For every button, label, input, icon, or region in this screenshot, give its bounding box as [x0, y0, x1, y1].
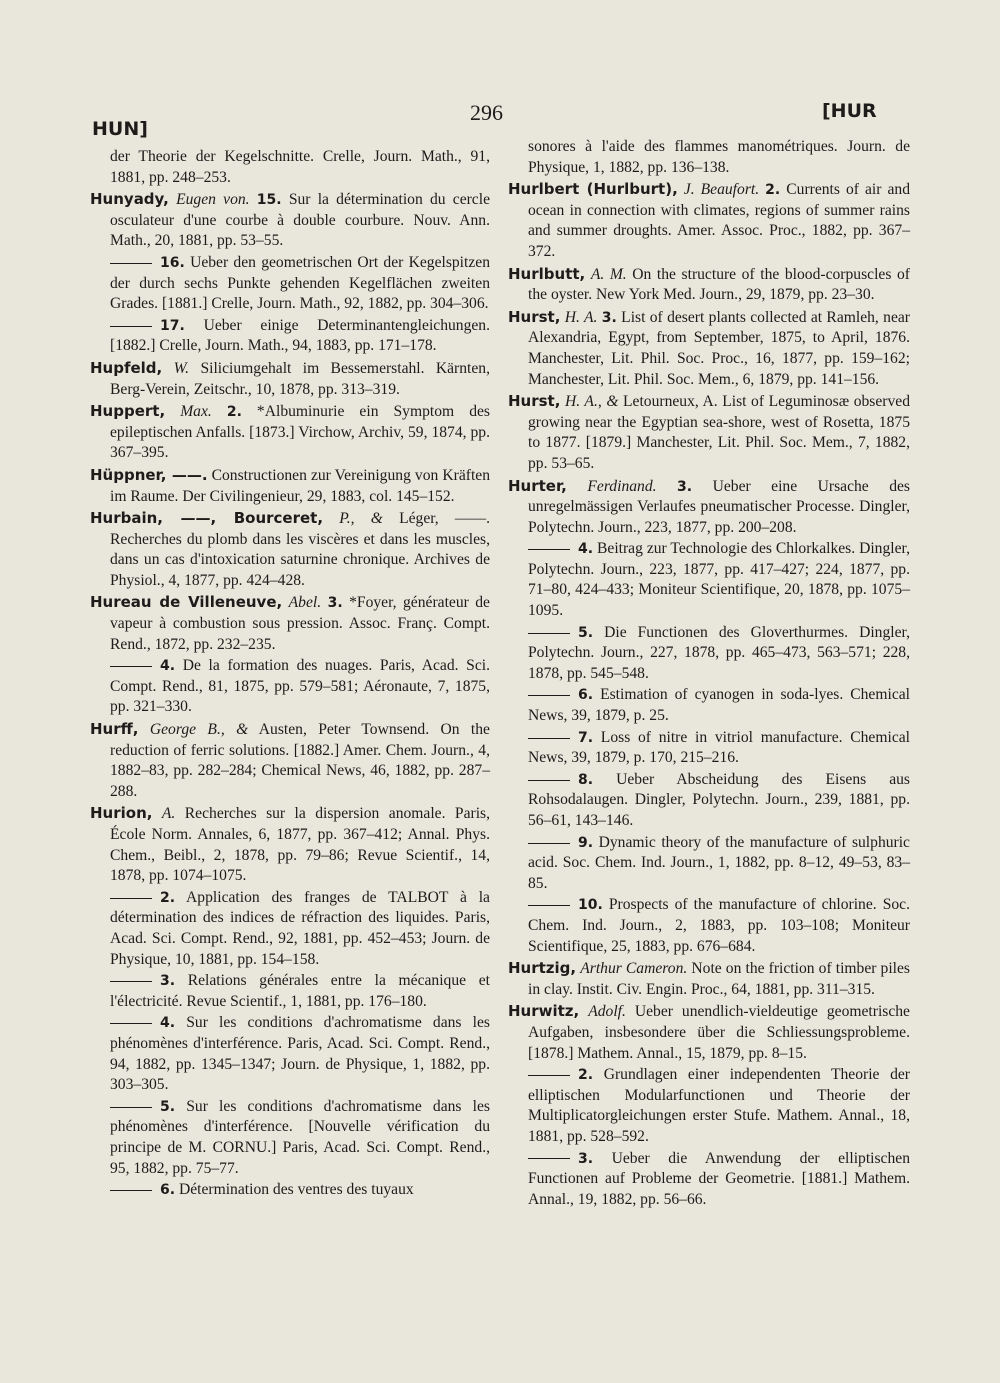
- entry-number: 10.: [578, 897, 603, 914]
- entry-text: De la formation des nuages. Paris, Acad. Sci. Compt. Rend., 81, 1875, pp. 579–581; Aéronaute, 7, 1875, pp. 321–330.: [110, 657, 490, 716]
- sub-entry: [90, 888, 490, 970]
- sub-entry: [508, 833, 910, 895]
- ditto-rule: [110, 1107, 152, 1108]
- sub-entry: [90, 656, 490, 718]
- ditto-rule: [528, 695, 570, 696]
- entry-number: 17.: [160, 317, 185, 334]
- author-given-name: Ferdinand.: [587, 477, 657, 495]
- entry-text: *Foyer, générateur de vapeur à combustion sous pression. Assoc. Franç. Compt. Rend., 1872, pp. 232–235.: [110, 594, 490, 653]
- author-entry: [508, 391, 910, 474]
- author-entry: [508, 958, 910, 1000]
- entry-text: Siliciumgehalt im Bessemerstahl. Kärnten, Berg-Verein, Zeitschr., 10, 1878, pp. 313–319.: [110, 359, 490, 398]
- entry-text: Léger, ——. Recherches du plomb dans les viscères et dans les muscles, dans un cas d'intoxication saturnine chronique. Archives de Physiol., 4, 1877, pp. 424–428.: [110, 510, 490, 589]
- entry-number: 16.: [160, 254, 185, 271]
- entry-text: Application des franges de TALBOT à la détermination des indices de réfraction des liquides. Paris, Acad. Sci. Compt. Rend., 92, 1881, pp. 452–453; Journ. de Physique, 10, 1881, pp. 154–158.: [110, 888, 490, 968]
- sub-entry: [90, 316, 490, 357]
- left-column: [90, 147, 490, 1202]
- sub-entry: [508, 895, 910, 957]
- entry-text: Dynamic theory of the manufacture of sulphuric acid. Soc. Chem. Ind. Journ., 1, 1882, pp. 8–12, 49–53, 83–85.: [528, 833, 910, 892]
- sub-entry: [508, 770, 910, 832]
- entry-number: 8.: [578, 771, 594, 788]
- author-given-name: Arthur Cameron.: [580, 960, 688, 978]
- entry-text: Sur les conditions d'achromatisme dans les phénomènes d'interférence. [Nouvelle vérification du principe de M. CORNU.] Paris, Acad. Sci. Compt. Rend., 95, 1882, pp. 75–77.: [110, 1097, 490, 1177]
- entry-text: Constructionen zur Vereinigung von Kräften im Raume. Der Civilingenieur, 29, 1883, col. 145–152.: [110, 466, 490, 505]
- ditto-rule: [528, 738, 570, 739]
- sub-entry: [90, 1097, 490, 1179]
- sub-entry: [508, 539, 910, 621]
- author-name: Huppert,: [90, 402, 166, 421]
- entry-number: 15.: [256, 192, 282, 209]
- author-name: Hurion,: [90, 804, 153, 823]
- ditto-rule: [528, 843, 570, 844]
- author-entry: [90, 803, 490, 886]
- author-entry: [508, 1001, 910, 1064]
- author-given-name: J. Beaufort.: [683, 181, 760, 199]
- entry-text: Die Functionen des Gloverthurmes. Dingler, Polytechn. Journ., 227, 1878, pp. 465–473, 563–571; 228, 1878, pp. 545–548.: [528, 623, 910, 682]
- author-given-name: A. M.: [590, 265, 627, 283]
- author-name: Hunyady,: [90, 190, 169, 209]
- page-number: 296: [470, 100, 503, 125]
- ditto-rule: [110, 326, 152, 327]
- author-given-name: H. A.: [564, 308, 598, 326]
- entry-text: Note on the friction of timber piles in clay. Instit. Civ. Engin. Proc., 64, 1881, pp. 311–315.: [528, 960, 910, 998]
- author-entry: [90, 401, 490, 464]
- entry-text: Ueber einige Determinantengleichungen. [1882.] Crelle, Journ. Math., 94, 1883, pp. 171–178.: [110, 316, 490, 355]
- running-head-right: [HUR: [822, 100, 877, 122]
- author-given-name: Eugen von.: [176, 191, 250, 209]
- entry-text: Détermination des ventres des tuyaux: [178, 1181, 414, 1199]
- author-name: Hurst,: [508, 307, 561, 326]
- author-name: Hurter,: [508, 476, 567, 495]
- sub-entry: [508, 728, 910, 769]
- entry-text: Austen, Peter Townsend. On the reduction of ferric solutions. [1882.] Amer. Chem. Journ., 4, 1882–83, pp. 282–284; Chemical News, 46, 1882, pp. 287–288.: [110, 721, 490, 800]
- author-name: Hurbain, ——, Bourceret,: [90, 509, 324, 528]
- ditto-rule: [110, 666, 152, 667]
- entry-text: *Albuminurie ein Symptom des epileptischen Anfalls. [1873.] Virchow, Archiv, 59, 1874, pp. 367–395.: [110, 403, 490, 462]
- entry-number: 4.: [160, 1015, 176, 1032]
- author-entry: [90, 592, 490, 655]
- entry-text: Estimation of cyanogen in soda-lyes. Chemical News, 39, 1879, p. 25.: [528, 686, 910, 725]
- ditto-rule: [110, 898, 152, 899]
- sub-entry: [508, 1065, 910, 1147]
- sub-entry: [90, 1180, 490, 1201]
- entry-text: Beitrag zur Technologie des Chlorkalkes. Dingler, Polytechn. Journ., 223, 1877, pp. 417–427; 224, 1877, pp. 71–80, 424–433; Moniteur Scientifique, 20, 1878, pp. 1075–1095.: [528, 540, 910, 620]
- entry-number: 3.: [677, 478, 693, 495]
- entry-text: Currents of air and ocean in connection with climates, regions of summer rains and summer droughts. Amer. Assoc. Proc., 1882, pp. 367–372.: [528, 181, 910, 260]
- author-entry: [508, 476, 910, 539]
- entry-text: Ueber den geometrischen Ort der Kegelspitzen der durch sechs Punkte gehenden Kegelflächen zweiten Grades. [1881.] Crelle, Journ. Math., 92, 1882, pp. 304–306.: [110, 253, 490, 313]
- ditto-rule: [528, 633, 570, 634]
- entry-number: 5.: [160, 1098, 176, 1115]
- entry-text: List of desert plants collected at Ramleh, near Alexandria, Egypt, from September, 1875, to April, 1876. Manchester, Lit. Phil. Soc. Proc., 16, 1877, pp. 159–162; Manchester, Lit. Phil. Soc. Mem., 6, 1879, pp. 141–156.: [528, 308, 910, 388]
- entry-number: 4.: [578, 541, 594, 558]
- author-given-name: A.: [161, 805, 176, 823]
- right-column: [508, 137, 910, 1211]
- entry-number: 4.: [160, 658, 176, 675]
- author-given-name: H. A., &: [565, 393, 619, 411]
- author-entry: [90, 189, 490, 252]
- ditto-rule: [528, 905, 570, 906]
- sub-entry: [90, 971, 490, 1012]
- author-entry: [90, 508, 490, 591]
- author-name: Hüppner, ——.: [90, 465, 208, 484]
- author-name: Hurff,: [90, 720, 139, 739]
- running-head-left: HUN]: [92, 118, 148, 140]
- author-entry: [90, 465, 490, 507]
- author-given-name: Abel.: [288, 594, 322, 612]
- entry-number: 5.: [578, 624, 594, 641]
- entry-number: 2.: [226, 404, 242, 421]
- entry-text: Ueber eine Ursache des unregelmässigen Verlaufes pneumatischer Processe. Dingler, Polytechn. Journ., 223, 1877, pp. 200–208.: [528, 477, 910, 536]
- entry-text: Relations générales entre la mécanique et l'électricité. Revue Scientif., 1, 1881, pp. 176–180.: [110, 972, 490, 1010]
- author-name: Hupfeld,: [90, 358, 163, 377]
- entry-number: 2.: [765, 182, 781, 199]
- entry-text: On the structure of the blood-corpuscles of the oyster. New York Med. Journ., 29, 1879, pp. 23–30.: [528, 265, 910, 304]
- sub-entry: [90, 1013, 490, 1095]
- entry-text: Letourneux, A. List of Leguminosæ observed growing near the Egyptian sea-shore, west of Rosetta, 1875 to 1877. [1879.] Manchester, Lit. Phil. Soc. Mem., 7, 1882, pp. 53–65.: [528, 393, 910, 472]
- entry-text: Sur les conditions d'achromatisme dans les phénomènes d'interférence. Paris, Acad. Sci. Compt. Rend., 94, 1882, pp. 1345–1347; Journ. de Physique, 1, 1882, pp. 303–305.: [110, 1014, 490, 1094]
- sub-entry: [90, 253, 490, 315]
- author-name: Hureau de Villeneuve,: [90, 593, 283, 612]
- author-name: Hurwitz,: [508, 1002, 580, 1021]
- entry-text: Sur la détermination du cercle osculateur d'une courbe à double courbure. Nouv. Ann. Math., 20, 1881, pp. 53–55.: [110, 191, 490, 250]
- ditto-rule: [528, 1075, 570, 1076]
- author-given-name: Max.: [180, 403, 212, 421]
- author-entry: [90, 358, 490, 400]
- entry-number: 2.: [160, 889, 176, 906]
- ditto-rule: [110, 981, 152, 982]
- entry-number: 9.: [578, 834, 594, 851]
- ditto-rule: [528, 549, 570, 550]
- entry-text: Ueber unendlich-vieldeutige geometrische Aufgaben, insbesondere über die Schliessungsprobleme. [1878.] Mathem. Annal., 15, 1879, pp. 8–15.: [528, 1003, 910, 1062]
- author-name: Hurtzig,: [508, 959, 577, 978]
- author-entry: [508, 307, 910, 390]
- entry-continuation: [90, 147, 490, 188]
- author-name: Hurst,: [508, 392, 561, 411]
- entry-text: sonores à l'aide des flammes manométriques. Journ. de Physique, 1, 1882, pp. 136–138.: [528, 138, 910, 176]
- author-entry: [90, 719, 490, 802]
- ditto-rule: [110, 1023, 152, 1024]
- entry-text: Recherches sur la dispersion anomale. Paris, École Norm. Annales, 6, 1877, pp. 367–412; Annal. Phys. Chem., Beibl., 2, 1878, pp. 79–86; Revue Scientif., 14, 1878, pp. 1074–1075.: [110, 805, 490, 885]
- author-given-name: P., &: [339, 510, 383, 528]
- entry-text: Loss of nitre in vitriol manufacture. Chemical News, 39, 1879, p. 170, 215–216.: [528, 728, 910, 767]
- entry-continuation: [508, 137, 910, 178]
- entry-text: Ueber Abscheidung des Eisens aus Rohsodalaugen. Dingler, Polytechn. Journ., 239, 1881, pp. 56–61, 143–146.: [528, 770, 910, 829]
- ditto-rule: [110, 1190, 152, 1191]
- entry-text: der Theorie der Kegelschnitte. Crelle, Journ. Math., 91, 1881, pp. 248–253.: [110, 148, 490, 186]
- author-name: Hurlbert (Hurlburt),: [508, 180, 678, 199]
- author-given-name: George B., &: [149, 721, 249, 739]
- ditto-rule: [110, 263, 152, 264]
- author-given-name: Adolf.: [588, 1003, 626, 1021]
- entry-number: 3.: [327, 595, 343, 612]
- entry-text: Prospects of the manufacture of chlorine. Soc. Chem. Ind. Journ., 2, 1883, pp. 103–108; Moniteur Scientifique, 25, 1883, pp. 676–684.: [528, 896, 910, 955]
- sub-entry: [508, 1149, 910, 1211]
- sub-entry: [508, 685, 910, 726]
- entry-text: Ueber die Anwendung der elliptischen Functionen auf Probleme der Geometrie. [1881.] Mathem. Annal., 19, 1882, pp. 56–66.: [528, 1149, 910, 1208]
- entry-number: 6.: [160, 1182, 176, 1199]
- entry-number: 2.: [578, 1067, 594, 1084]
- entry-number: 7.: [578, 729, 594, 746]
- sub-entry: [508, 623, 910, 685]
- author-name: Hurlbutt,: [508, 264, 586, 283]
- author-entry: [508, 264, 910, 306]
- author-entry: [508, 179, 910, 262]
- entry-number: 3.: [601, 309, 617, 326]
- author-given-name: W.: [173, 359, 190, 377]
- entry-number: 3.: [578, 1150, 594, 1167]
- ditto-rule: [528, 1158, 570, 1159]
- entry-text: Grundlagen einer independenten Theorie der elliptischen Modularfunctionen und Theorie der Multiplicatorgleichungen erster Stufe. Mathem. Annal., 18, 1881, pp. 528–592.: [528, 1066, 910, 1145]
- entry-number: 6.: [578, 687, 594, 704]
- ditto-rule: [528, 780, 570, 781]
- entry-number: 3.: [160, 973, 176, 990]
